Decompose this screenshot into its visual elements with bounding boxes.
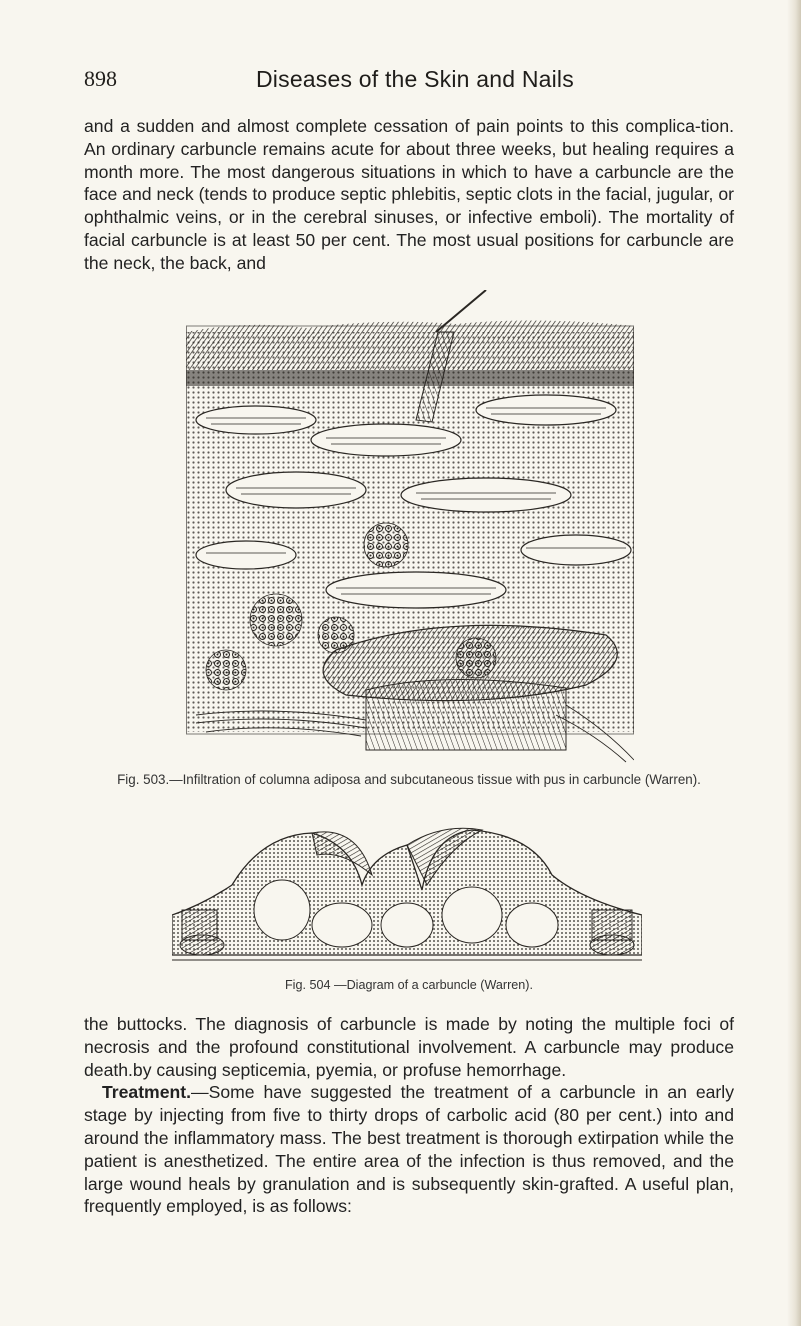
page-number: 898: [84, 66, 117, 91]
treatment-text: —Some have suggested the treatment of a carbuncle in an early stage by injecting from five to thirty drops of carbolic acid (80 per cent.) into and around the inflammatory mass. The best treatment is thorough extirpation while the patient is anesthetized. The entire area of the infection is thus removed, and the large wound heals by granulation and is subsequently skin-grafted. A useful plan, frequently employed, is as follows:: [84, 1082, 734, 1217]
figure-503-drawing: [186, 290, 634, 766]
figure-504-drawing: [172, 815, 642, 965]
page-edge-shadow: [787, 0, 801, 1326]
figure-504-illustration: [172, 815, 642, 965]
paragraph-text: the buttocks. The diagnosis of carbuncle is made by noting the multiple foci of necrosis and the profound constitutional involvement. A carbuncle may produce death.by causing septicemia, pyemia, or profuse hemorrhage.: [84, 1014, 734, 1080]
figure-503-caption: Fig. 503.—Infiltration of columna adiposa and subcutaneous tissue with pus in carbuncle (Warren).: [117, 772, 701, 787]
figure-504-caption: Fig. 504 —Diagram of a carbuncle (Warren).: [284, 978, 533, 992]
treatment-heading: Treatment.: [102, 1082, 191, 1103]
treatment-paragraph: [84, 1081, 734, 1218]
page-header: [84, 66, 724, 100]
paragraph-text: and a sudden and almost complete cessation of pain points to this complica-tion. An ordinary carbuncle remains acute for about three weeks, but healing requires a month more. The most dangerous situations in which to have a carbuncle are the face and neck (tends to produce septic phlebitis, septic clots in the facial, jugular, or ophthalmic veins, or in the cerebral sinuses, or infective emboli). The mortality of facial carbuncle is at least 50 per cent. The most usual positions for carbuncle are the neck, the back, and: [84, 116, 734, 273]
running-title: Diseases of the Skin and Nails: [256, 66, 574, 92]
body-paragraph-1: [84, 115, 734, 275]
body-paragraph-2: [84, 1013, 734, 1218]
figure-503-illustration: [186, 290, 634, 766]
